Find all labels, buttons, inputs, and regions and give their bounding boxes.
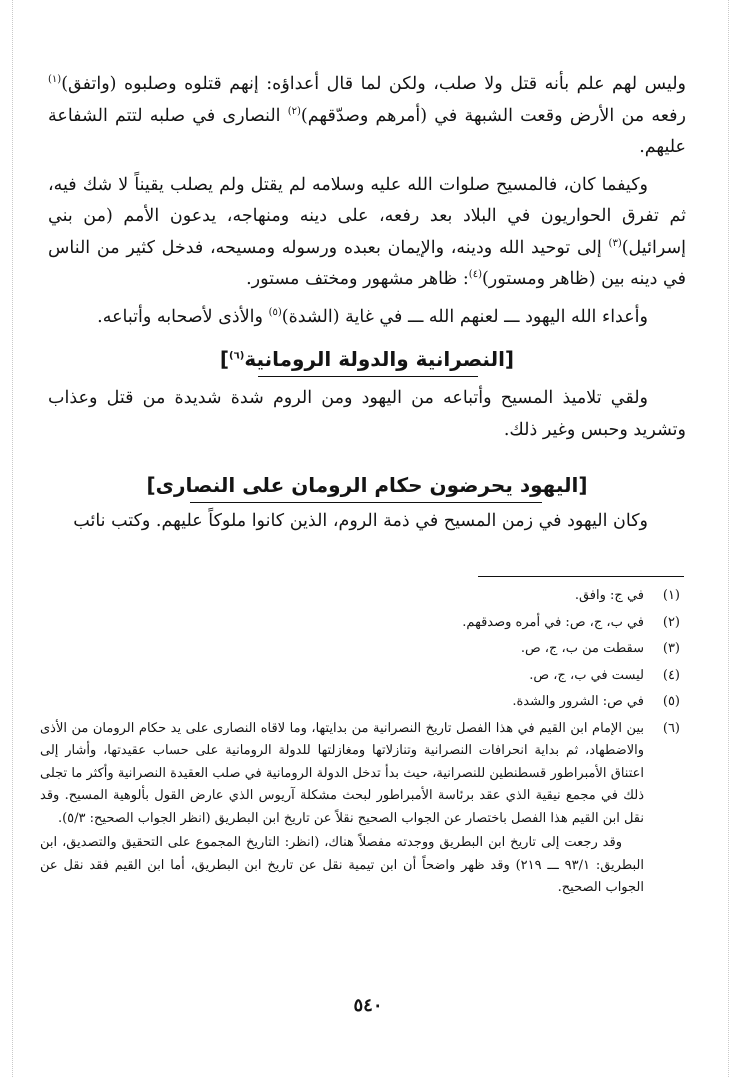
footnote-marker: (١) [48, 74, 62, 86]
section-heading-christianity-rome [48, 344, 686, 374]
footnote-number: (٣) [662, 641, 680, 656]
paragraph-5: وكان اليهود في زمن المسيح في ذمة الروم، الذين كانوا ملوكاً عليهم. وكتب نائب [73, 511, 648, 531]
footnote-marker: (٥) [268, 306, 282, 318]
text-run: رفعه من الأرض وقعت الشبهة في (أمرهم وصدّقهم) [300, 105, 686, 126]
heading-bracket: ] [219, 347, 230, 371]
footnotes [40, 585, 680, 900]
footnote-number: (٤) [662, 667, 680, 683]
paragraph-2 [48, 170, 686, 296]
heading-text: [النصرانية والدولة الرومانية [244, 347, 515, 371]
footnote-marker: (٤) [468, 269, 482, 281]
footnote-text: في ج: وافق. [574, 588, 644, 603]
footnote-text: ليست في ب، ج، ص. [529, 667, 644, 683]
text-run: : ظاهر مشهور ومختف مستور. [246, 269, 469, 289]
footnote-number: (٥) [662, 694, 680, 709]
footnote-6-continuation: وقد رجعت إلى تاريخ ابن البطريق ووجدته مفصلاً هناك، (انظر: التاريخ المجموع على التحقيق والتصديق، ابن البطريق: ٩٣/١ ـــ ٢١٩) وقد ظهر واضحاً أن ابن تيمية نقل عن تاريخ ابن البطريق، أما ابن القيم فقد نقل عن الجواب الصحيح. [40, 835, 644, 895]
footnote-text: في ب، ج، ص: في أمره وصدقهم. [462, 614, 644, 630]
section-heading-jews-incite-romans: [اليهود يحرضون حكام الرومان على النصارى] [146, 473, 588, 497]
page-number: ٥٤٠ [353, 995, 383, 1016]
footnote-1 [40, 585, 680, 608]
paragraph-4: ولقي تلاميذ المسيح وأتباعه من اليهود ومن الروم شدة شديدة من قتل وعذاب وتشريد وحبس وغير ذلك. [48, 388, 686, 440]
footnote-text: بين الإمام ابن القيم في هذا الفصل تاريخ النصرانية من بدايتها، وما لاقاه النصارى على يد حكام الرومان من الأذى والاضطهاد، ثم بداية انحرافات النصرانية وتنازلاتها ومغازلتها للدولة الرومانية على حساب عقيدتها، وأشار إلى اعتناق الأمبراطور قسطنطين للنصرانية، حيث بدأ تدخل الدولة الرومانية في صلب العقيدة النصرانية وأكثر ما تجلى ذلك في مجمع نيقية الذي عقد برئاسة الأمبراطور لبحث مشكلة آريوس الذي عارض القول بألوهية المسيح. وقد نقل ابن القيم هذا الفصل باختصار عن الجواب الصحيح نقلاً عن تاريخ ابن البطريق (انظر الجواب الصحيح: ٥/٣). [40, 720, 644, 826]
footnote-text: سقطت من ب، ج، ص. [520, 641, 644, 656]
margin-guide-right [728, 0, 729, 1077]
margin-guide-left [12, 0, 13, 1077]
paragraph-1 [48, 69, 686, 164]
text-run: وأعداء الله اليهود ـــ لعنهم الله ـــ في غاية (الشدة) [281, 306, 648, 327]
text-run: والأذى لأصحابه وأتباعه. [97, 306, 269, 327]
heading-underline [258, 376, 478, 377]
footnote-2 [40, 612, 680, 635]
footnote-marker: (٣) [608, 237, 622, 249]
text-run: وليس لهم علم بأنه قتل ولا صلب، ولكن لما قال أعداؤه: إنهم قتلوه وصلبوه (واتفق) [61, 74, 686, 94]
text-run: النصارى في صلبه لتتم الشفاعة عليهم. [48, 105, 686, 157]
text-run: إلى توحيد الله ودينه، والإيمان بعبده ورسوله ومسيحه، فدخل كثير من الناس في دينه بين (ظاهر ومستور) [48, 237, 686, 289]
footnote-number: (١) [662, 588, 680, 603]
footnote-marker: (٦) [229, 350, 245, 362]
footnote-5 [40, 691, 680, 714]
footnote-text: في ص: الشرور والشدة. [512, 694, 644, 709]
footnote-3 [40, 638, 680, 661]
text-run: وكيفما كان، فالمسيح صلوات الله عليه وسلامه لم يقتل ولم يصلب يقيناً لا شك فيه، ثم تفرق الحواريون في البلاد بعد رفعه، على دينه ومنهاجه، يدعون الأمم (من بني إسرائيل) [48, 174, 686, 258]
heading-underline [190, 502, 542, 503]
footnote-4 [40, 665, 680, 688]
footnote-number: (٦) [662, 720, 680, 736]
upper-text [48, 69, 686, 333]
footnote-marker: (٢) [287, 105, 301, 117]
footnote-separator [478, 576, 684, 577]
footnote-number: (٢) [662, 614, 680, 630]
footnote-6 [40, 718, 680, 831]
paragraph-3 [48, 302, 686, 334]
